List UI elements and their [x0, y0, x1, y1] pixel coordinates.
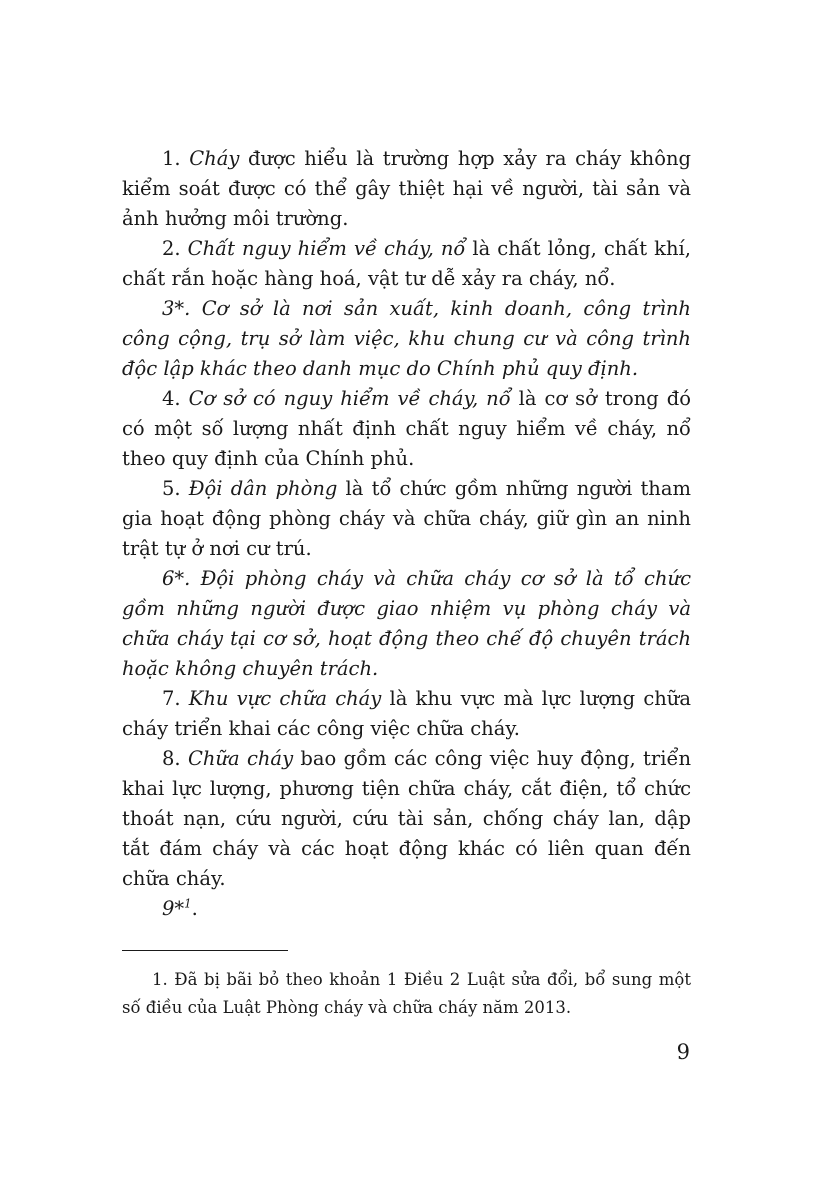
definition-2 — [122, 234, 691, 294]
definition-term: Chữa cháy — [187, 747, 294, 770]
definition-terminator: . — [191, 897, 198, 920]
definition-7 — [122, 684, 691, 744]
definition-number: 4. — [162, 387, 189, 410]
definition-term: Chất nguy hiểm về cháy, nổ — [187, 237, 466, 260]
definition-number: 1. — [162, 147, 190, 170]
definition-text: là khu vực mà lực lượng chữa cháy triển khai các công việc chữa cháy. — [122, 687, 691, 740]
definition-text: là chất lỏng, chất khí, chất rắn hoặc hàng hoá, vật tư dễ xảy ra cháy, nổ. — [122, 237, 691, 290]
definition-1 — [122, 144, 691, 234]
definition-6: 6*. Đội phòng cháy và chữa cháy cơ sở là tổ chức gồm những người được giao nhiệm vụ phòng cháy và chữa cháy tại cơ sở, hoạt động theo chế độ chuyên trách hoặc không chuyên trách. — [122, 567, 691, 680]
body-text — [122, 144, 691, 924]
page-number: 9 — [676, 1040, 690, 1064]
definition-8 — [122, 744, 691, 894]
definition-term: Cơ sở có nguy hiểm về cháy, nổ — [188, 387, 511, 410]
footnote-reference[interactable]: 1 — [184, 896, 192, 911]
definition-5 — [122, 474, 691, 564]
definition-number: 9* — [162, 897, 185, 920]
definition-3: 3*. Cơ sở là nơi sản xuất, kinh doanh, công trình công cộng, trụ sở làm việc, khu chung cư và công trình độc lập khác theo danh mục do Chính phủ quy định. — [122, 297, 691, 380]
footnote-divider — [122, 950, 288, 951]
definition-term: Cháy — [189, 147, 240, 170]
definition-4 — [122, 384, 691, 474]
definition-number: 7. — [162, 687, 189, 710]
definition-term: Khu vực chữa cháy — [188, 687, 382, 710]
definition-text: bao gồm các công việc huy động, triển khai lực lượng, phương tiện chữa cháy, cắt điện, tổ chức thoát nạn, cứu người, cứu tài sản, chống cháy lan, dập tắt đám cháy và các hoạt động khác có liên quan đến chữa cháy. — [122, 747, 692, 890]
definition-9 — [122, 894, 691, 924]
definition-number: 5. — [162, 477, 189, 500]
definition-text: được hiểu là trường hợp xảy ra cháy không kiểm soát được có thể gây thiệt hại về người, tài sản và ảnh hưởng môi trường. — [122, 147, 691, 230]
footnote: 1. Đã bị bãi bỏ theo khoản 1 Điều 2 Luật sửa đổi, bổ sung một số điều của Luật Phòng cháy và chữa cháy năm 2013. — [122, 970, 691, 1017]
definition-text: là tổ chức gồm những người tham gia hoạt động phòng cháy và chữa cháy, giữ gìn an ninh trật tự ở nơi cư trú. — [122, 477, 691, 560]
definition-term: Đội dân phòng — [188, 477, 338, 500]
definition-number: 8. — [162, 747, 188, 770]
definition-number: 2. — [162, 237, 188, 260]
definition-text: là cơ sở trong đó có một số lượng nhất định chất nguy hiểm về cháy, nổ theo quy định của Chính phủ. — [122, 387, 691, 470]
